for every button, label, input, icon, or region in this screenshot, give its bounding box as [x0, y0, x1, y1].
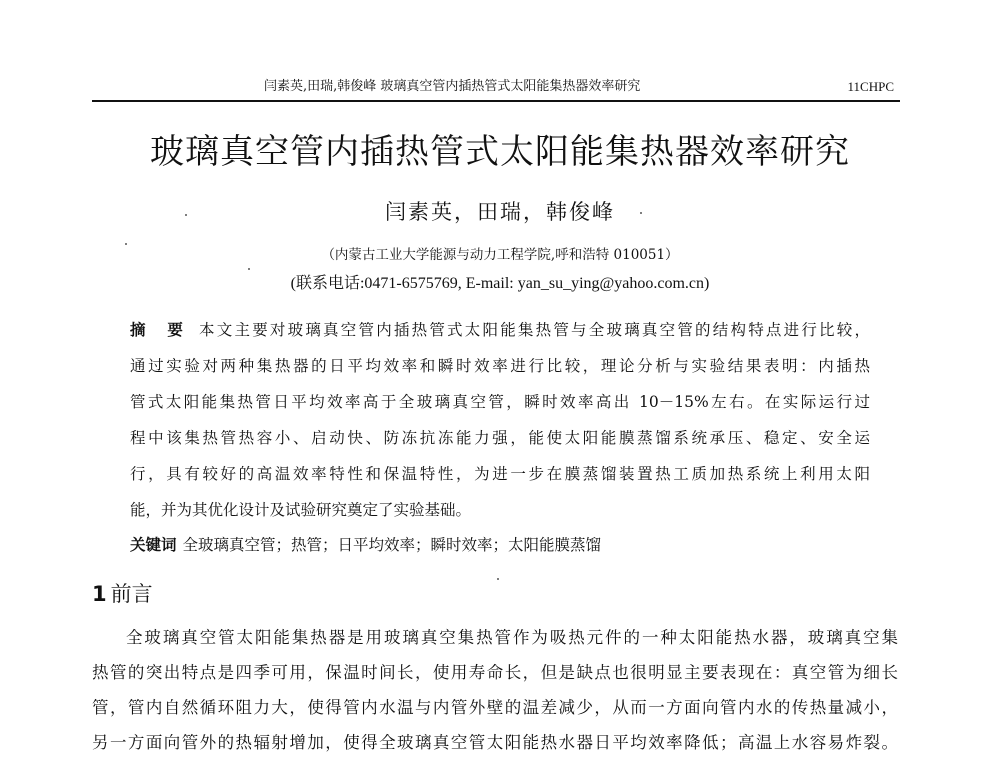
- body-line: 另一方面向管外的热辐射增加，使得全玻璃真空管太阳能热水器日平均效率降低；高温上水容易炸裂。: [92, 733, 898, 752]
- paper-authors: 闫素英，田瑞，韩俊峰: [385, 200, 615, 224]
- scan-speck: [640, 212, 642, 214]
- abstract-label: 摘 要: [130, 320, 192, 339]
- running-header: [92, 76, 900, 98]
- body-line: 热管的突出特点是四季可用，保温时间长，使用寿命长，但是缺点也很明显主要表现在：真空管为细长: [92, 663, 898, 682]
- abstract-line: 程中该集热管热容小、启动快、防冻抗冻能力强，能使太阳能膜蒸馏系统承压、稳定、安全运: [130, 429, 870, 447]
- scan-speck: [185, 214, 187, 216]
- abstract-line: 能，并为其优化设计及试验研究奠定了实验基础。: [130, 501, 472, 519]
- scan-speck: [125, 243, 127, 245]
- keywords-label: 关键词: [130, 535, 177, 554]
- keywords: [130, 530, 870, 560]
- running-header-title: 闫素英,田瑞,韩俊峰 玻璃真空管内插热管式太阳能集热器效率研究: [264, 79, 641, 94]
- body-line: 管，管内自然循环阻力大，使得管内水温与内管外壁的温差减少，从而一方面向管内水的传热量减小，: [92, 698, 898, 717]
- paper-title: 玻璃真空管内插热管式太阳能集热器效率研究: [150, 132, 850, 172]
- conference-code: 11CHPC: [847, 79, 894, 94]
- abstract-line: [130, 312, 870, 348]
- abstract: [130, 312, 870, 528]
- scan-speck: [497, 578, 499, 580]
- keywords-text: 全玻璃真空管；热管；日平均效率；瞬时效率；太阳能膜蒸馏: [182, 536, 602, 554]
- scan-speck: [248, 268, 250, 270]
- abstract-line: 管式太阳能集热管日平均效率高于全玻璃真空管，瞬时效率高出 10－15%左右。在实际运行过: [130, 393, 870, 411]
- paper-affiliation: （内蒙古工业大学能源与动力工程学院,呼和浩特 010051）: [321, 247, 679, 263]
- body-text: [92, 620, 898, 760]
- abstract-line-text: 本文主要对玻璃真空管内插热管式太阳能集热管与全玻璃真空管的结构特点进行比较，: [199, 321, 870, 339]
- section-number: 1: [92, 582, 107, 606]
- abstract-line: 通过实验对两种集热器的日平均效率和瞬时效率进行比较，理论分析与实验结果表明：内插热: [130, 357, 870, 375]
- header-rule: [92, 100, 900, 102]
- paper-contact: (联系电话:0471-6575769, E-mail: yan_su_ying@yahoo.com.cn): [290, 275, 710, 292]
- body-line: 全玻璃真空管太阳能集热器是用玻璃真空集热管作为吸热元件的一种太阳能热水器，玻璃真空集: [126, 628, 898, 647]
- abstract-line: 行，具有较好的高温效率特性和保温特性，为进一步在膜蒸馏装置热工质加热系统上利用太阳: [130, 465, 870, 483]
- section-title: 前言: [110, 582, 153, 606]
- section-heading: [92, 578, 153, 610]
